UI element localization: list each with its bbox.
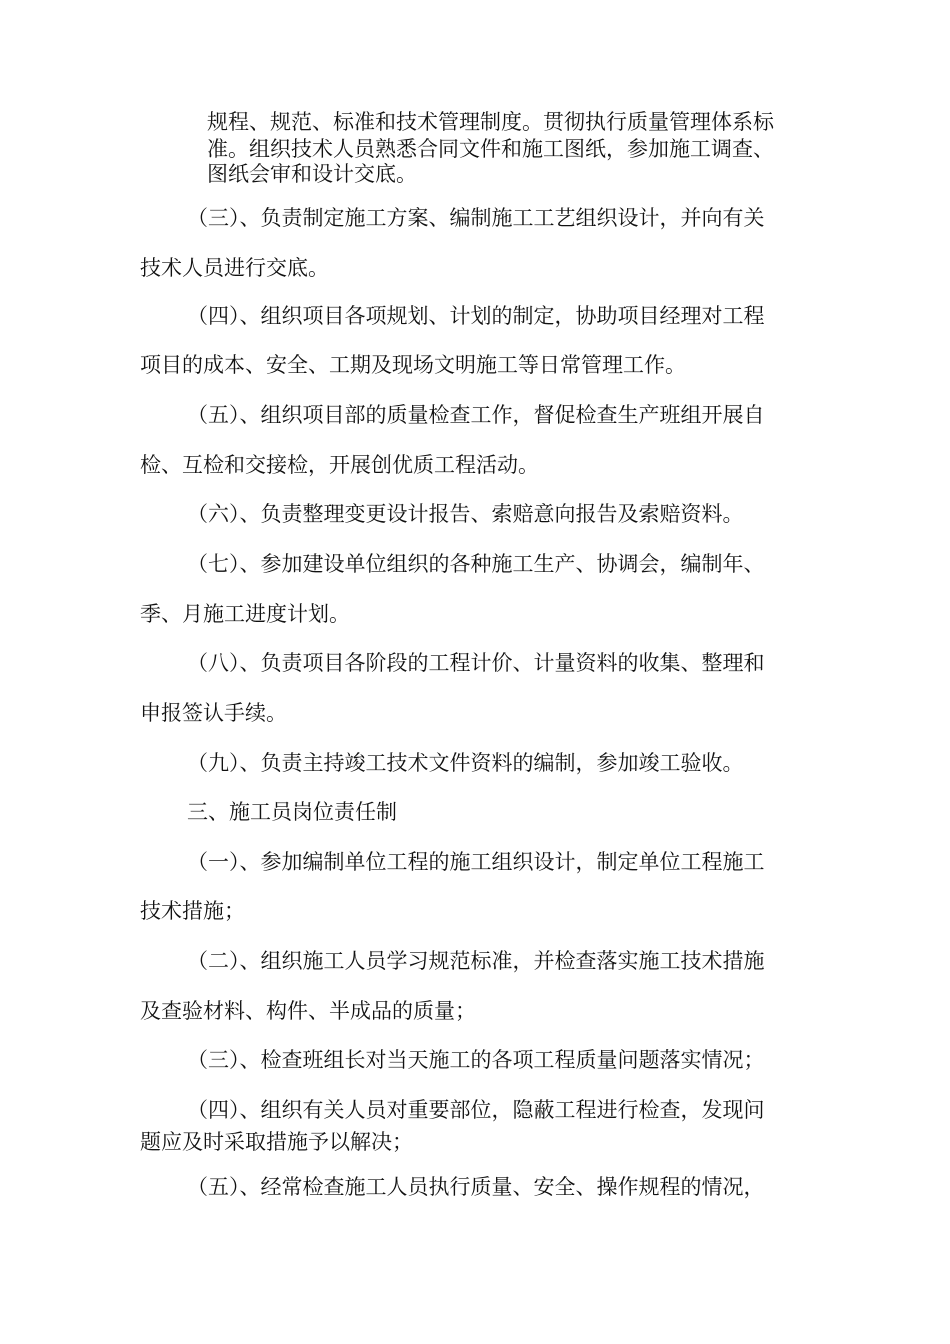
paragraph-continuation-line: 项目的成本、安全、工期及现场文明施工等日常管理工作。 [140,353,686,377]
paragraph-continuation-line: 季、月施工进度计划。 [140,602,350,626]
paragraph-continuation-line: 申报签认手续。 [140,701,287,725]
section-heading: 三、施工员岗位责任制 [187,800,397,824]
text-line: 准。组织技术人员熟悉合同文件和施工图纸，参加施工调查、 [207,137,774,161]
paragraph-continuation-line: 技术措施； [140,899,245,923]
paragraph-first-line: （二）、组织施工人员学习规范标准，并检查落实施工技术措施 [187,949,765,973]
paragraph-first-line: （五）、经常检查施工人员执行质量、安全、操作规程的情况， [187,1175,765,1199]
paragraph-continuation-line: 技术人员进行交底。 [140,256,329,280]
paragraph-first-line: （八）、负责项目各阶段的工程计价、计量资料的收集、整理和 [187,651,765,675]
paragraph-first-line: （四）、组织项目各项规划、计划的制定，协助项目经理对工程 [187,304,765,328]
paragraph-continuation-line: 题应及时采取措施予以解决； [140,1130,413,1154]
paragraph-first-line: （九）、负责主持竣工技术文件资料的编制，参加竣工验收。 [187,751,744,775]
paragraph-continuation-line: 检、互检和交接检，开展创优质工程活动。 [140,453,539,477]
paragraph-first-line: （三）、检查班组长对当天施工的各项工程质量问题落实情况； [187,1048,765,1072]
text-line: 规程、规范、标准和技术管理制度。贯彻执行质量管理体系标 [207,110,774,134]
paragraph-first-line: （四）、组织有关人员对重要部位，隐蔽工程进行检查，发现问 [187,1098,765,1122]
text-line: 图纸会审和设计交底。 [207,162,417,186]
paragraph-first-line: （七）、参加建设单位组织的各种施工生产、协调会，编制年、 [187,552,765,576]
paragraph-first-line: （六）、负责整理变更设计报告、索赔意向报告及索赔资料。 [187,502,744,526]
paragraph-first-line: （五）、组织项目部的质量检查工作，督促检查生产班组开展自 [187,403,765,427]
paragraph-first-line: （三）、负责制定施工方案、编制施工工艺组织设计，并向有关 [187,206,765,230]
paragraph-first-line: （一）、参加编制单位工程的施工组织设计，制定单位工程施工 [187,850,765,874]
paragraph-continuation-line: 及查验材料、构件、半成品的质量； [140,999,476,1023]
